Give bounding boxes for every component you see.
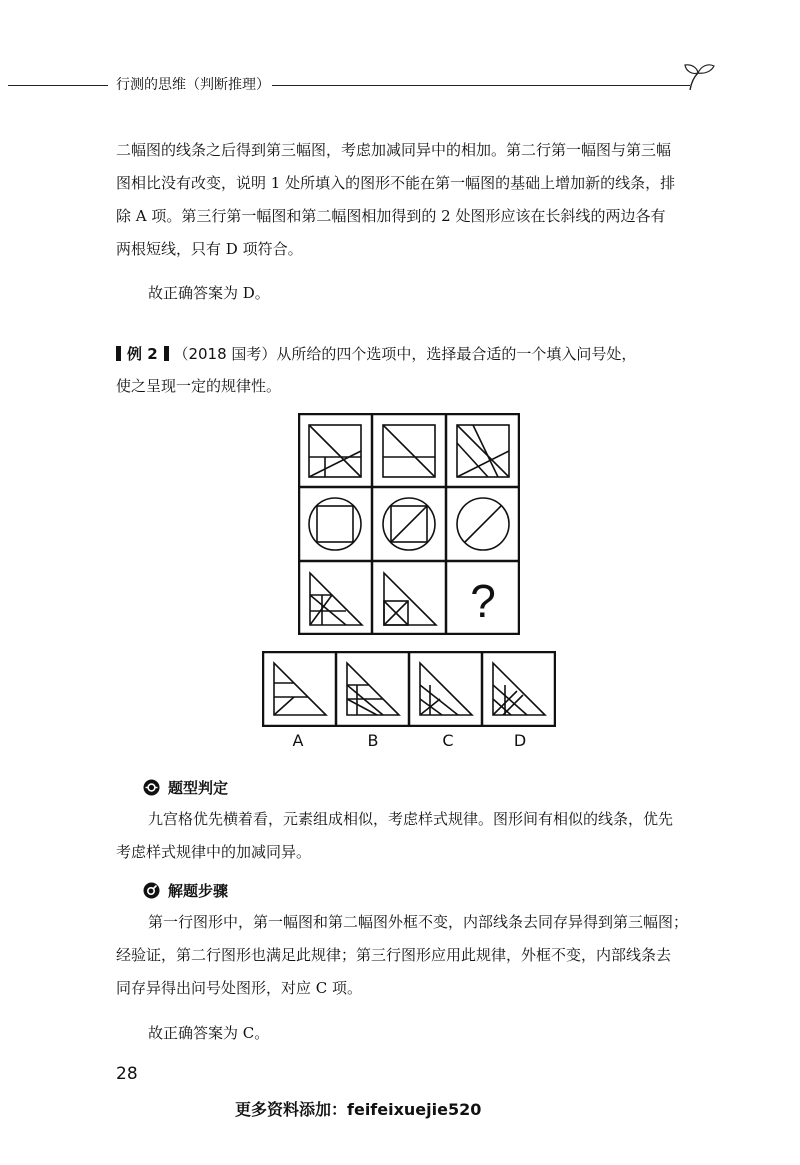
prev-explanation bbox=[116, 134, 710, 266]
section-steps-answer bbox=[116, 1017, 710, 1050]
question-text: 从所给的四个选项中，选择最合适的一个填入问号处， bbox=[276, 345, 637, 363]
gear-icon bbox=[143, 779, 160, 796]
cell-r2c2 bbox=[383, 498, 435, 550]
option-b-figure bbox=[347, 663, 399, 715]
section-type-title: 题型判定 bbox=[168, 779, 229, 797]
option-d-figure bbox=[493, 663, 545, 715]
section-steps-heading bbox=[143, 880, 228, 901]
text-line: 图相比没有改变，说明 1 处所填入的图形不能在第一幅图的基础上增加新的线条，排 bbox=[116, 174, 676, 192]
question-mark: ? bbox=[470, 575, 496, 627]
page-number: 28 bbox=[116, 1064, 138, 1084]
option-b-label: B bbox=[367, 731, 379, 750]
cell-r1c2 bbox=[383, 425, 435, 477]
cell-r2c1 bbox=[309, 498, 361, 550]
sprout-icon bbox=[683, 62, 717, 92]
footer-watermark-text: 更多资料添加：feifeixuejie520 bbox=[235, 1100, 482, 1119]
cell-r3c1 bbox=[310, 573, 362, 625]
text-line: 第一行图形中，第一幅图和第二幅图外框不变，内部线条去同存异得到第三幅图； bbox=[148, 913, 689, 931]
cell-r3c2 bbox=[384, 573, 436, 625]
target-icon bbox=[143, 882, 160, 899]
prev-answer bbox=[116, 277, 710, 310]
label-bar-right bbox=[164, 346, 169, 361]
question-prompt bbox=[116, 338, 716, 402]
option-d-label: D bbox=[513, 731, 527, 750]
text-line: 同存异得出问号处图形，对应 C 项。 bbox=[116, 979, 363, 997]
text-line: 除 A 项。第三行第一幅图和第二幅图相加得到的 2 处图形应该在长斜线的两边各有 bbox=[116, 207, 666, 225]
text-line: 经验证，第二行图形也满足此规律；第三行图形应用此规律，外框不变，内部线条去 bbox=[116, 946, 672, 964]
section-steps-body bbox=[116, 906, 710, 1005]
header-title: 行测的思维（判断推理） bbox=[116, 77, 270, 93]
question-text-2: 使之呈现一定的规律性。 bbox=[116, 377, 282, 395]
puzzle-grid bbox=[298, 413, 520, 635]
running-header bbox=[0, 62, 800, 102]
question-source: （2018 国考） bbox=[173, 345, 277, 363]
example-label: 例 2 bbox=[127, 345, 158, 363]
cell-r1c1 bbox=[309, 425, 361, 477]
section-steps-title: 解题步骤 bbox=[168, 882, 229, 900]
header-rule-left bbox=[8, 85, 108, 86]
section-type-body bbox=[116, 803, 710, 869]
text-line: 二幅图的线条之后得到第三幅图，考虑加减同异中的相加。第二行第一幅图与第三幅 bbox=[116, 141, 672, 159]
label-bar-left bbox=[116, 346, 121, 361]
text-line: 九宫格优先横着看，元素组成相似，考虑样式规律。图形间有相似的线条，优先 bbox=[148, 810, 674, 828]
option-a-label: A bbox=[292, 731, 304, 750]
answer-text: 故正确答案为 C。 bbox=[148, 1024, 270, 1042]
answer-text: 故正确答案为 D。 bbox=[148, 284, 270, 302]
text-line: 考虑样式规律中的加减同异。 bbox=[116, 843, 312, 861]
text-line: 两根短线，只有 D 项符合。 bbox=[116, 240, 303, 258]
cell-r1c3 bbox=[457, 425, 509, 477]
option-a-figure bbox=[274, 663, 326, 715]
option-c-label: C bbox=[442, 731, 454, 750]
options-strip bbox=[262, 651, 556, 727]
header-rule-right bbox=[272, 85, 690, 86]
option-c-figure bbox=[420, 663, 472, 715]
section-type-heading bbox=[143, 777, 228, 798]
cell-r2c3 bbox=[457, 498, 509, 550]
